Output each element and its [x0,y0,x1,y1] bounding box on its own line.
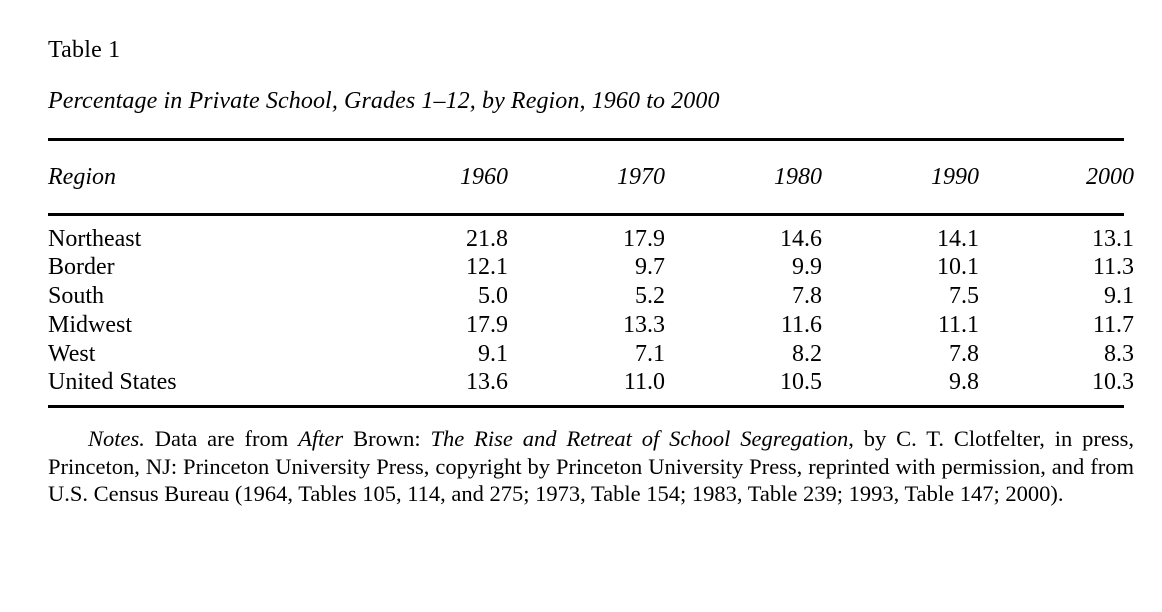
table-header [48,141,1134,213]
cell-1990: 9.8 [949,369,979,395]
table-body [48,216,1134,405]
cell-2000: 11.3 [1092,254,1134,280]
cell-1990: 7.5 [949,283,979,309]
cell-1960: 21.8 [466,226,508,252]
cell-1980: 9.9 [792,254,822,280]
cell-2000: 10.3 [1092,369,1134,395]
column-header-1990: 1990 [931,163,979,190]
cell-2000: 13.1 [1092,226,1134,252]
column-header-1980: 1980 [774,163,822,190]
table-row [48,282,1134,311]
cell-2000: 11.7 [1092,312,1134,338]
table-number: Table 1 [48,37,121,63]
cell-1960: 5.0 [478,283,508,309]
cell-1970: 9.7 [635,254,665,280]
column-header-region: Region [48,163,116,190]
cell-1980: 11.6 [780,312,822,338]
table-row [48,311,1134,340]
cell-1980: 8.2 [792,341,822,367]
cell-1990: 11.1 [937,312,979,338]
notes-book-title-after: After [298,426,344,451]
cell-1990: 10.1 [937,254,979,280]
cell-region: United States [48,369,177,395]
column-header-1960: 1960 [460,163,508,190]
column-header-2000: 2000 [1086,163,1134,190]
cell-region: South [48,283,105,309]
cell-region: West [48,341,96,367]
cell-1960: 13.6 [466,369,508,395]
cell-2000: 8.3 [1104,341,1134,367]
cell-1980: 7.8 [792,283,822,309]
cell-region: Border [48,254,115,280]
cell-region: Northeast [48,226,142,252]
table-row [48,369,1134,405]
cell-1990: 7.8 [949,341,979,367]
notes-segment-1: Data are from [144,426,299,451]
table-notes [48,408,1134,508]
column-header-1970: 1970 [617,163,665,190]
notes-segment-2: Brown: [343,426,431,451]
cell-1960: 12.1 [466,254,508,280]
data-table [48,141,1134,213]
cell-1980: 14.6 [780,226,822,252]
cell-1990: 14.1 [937,226,979,252]
cell-1970: 7.1 [635,341,665,367]
cell-region: Midwest [48,312,132,338]
cell-2000: 9.1 [1104,283,1134,309]
notes-segment-3: , by C. T. Clotfelter, in press, Princeton, NJ: Princeton University Press, copyright by Princeton University Press, reprinted with permission, and from U.S. Census Bureau (1964, Tables 105, 114, and 275; 1973, Table 154; 1983, Table 239; 1993, Table 147; 2000). [48,426,1134,506]
notes-label: Notes. [88,426,145,451]
cell-1980: 10.5 [780,369,822,395]
table-row [48,216,1134,253]
cell-1970: 13.3 [623,312,665,338]
table-row [48,340,1134,369]
table-row [48,253,1134,282]
cell-1960: 17.9 [466,312,508,338]
cell-1970: 17.9 [623,226,665,252]
notes-book-subtitle: The Rise and Retreat of School Segregation [430,426,849,451]
header-row [48,141,1134,213]
cell-1960: 9.1 [478,341,508,367]
cell-1970: 5.2 [635,283,665,309]
data-table-body [48,216,1134,405]
table-caption: Percentage in Private School, Grades 1–12, by Region, 1960 to 2000 [48,88,720,114]
cell-1970: 11.0 [623,369,665,395]
